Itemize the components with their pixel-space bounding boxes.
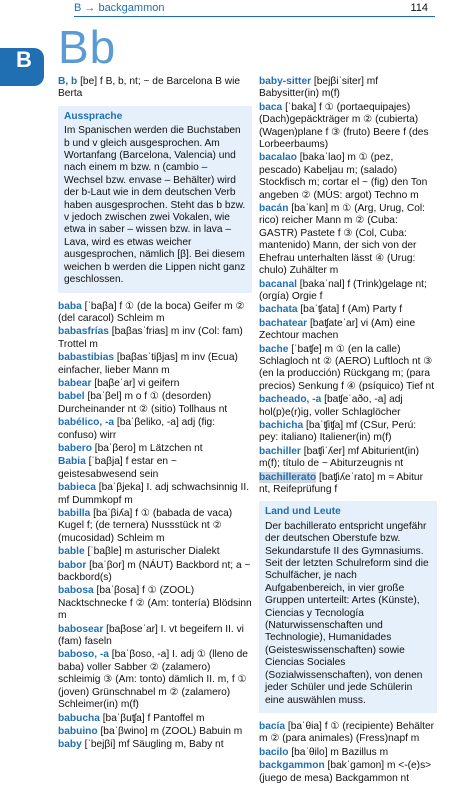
- entry-definition: [baˈʧiʧa] mf (CSur, Perú: pey: italiano) Italiener(in) m(f): [259, 419, 417, 444]
- dictionary-entry: [58, 443, 252, 455]
- headword[interactable]: bacilo: [259, 746, 289, 758]
- dictionary-entry: [259, 747, 437, 759]
- headword[interactable]: bachiller: [259, 445, 301, 457]
- dictionary-entry: [259, 279, 437, 304]
- info-box: [58, 106, 252, 293]
- dictionary-entry: [58, 739, 252, 751]
- header-rule: [74, 16, 435, 17]
- info-box-text: Der bachillerato entspricht ungefähr der deutschen Oberstufe bzw. Sekundarstufe II des Gymnasiums. Seit der letzten Schulreform sind die Schulfächer, je nach Aufgabenbereich, in vier große Gruppen unterteilt: Artes (Künste), Ciencias y Tecnología (Naturwissenschaften und Technologie), Humanidades (Geisteswissenschaften) sowie Ciencias Sociales (Sozialwissenschaften), von denen jeder Schüler und jede Schülerin eine auswählen muss.: [265, 520, 429, 706]
- entry-definition: [baˈθia] f ① (recipiente) Behälter m ② (para animales) (Fress)napf m: [259, 720, 435, 745]
- dictionary-entry: [259, 203, 437, 277]
- entry-definition: [bejβiˈsiter] mf Babysitter(in) m(f): [259, 76, 379, 100]
- entry-definition: [ˈbaʧe] m ① (en la calle) Schlagloch nt ② (AERO) Luftloch nt ③ (en la producción) Rückgang m; (para precios) Senkung f ④ (psíquico) Tief nt: [259, 343, 435, 392]
- dictionary-entry: [259, 721, 437, 746]
- dictionary-entry: [259, 420, 437, 445]
- entry-definition: [ˈbejβi] mf Säugling m, Baby nt: [81, 739, 224, 751]
- entry-definition: [baˈβeliko, -a] adj (fig: confuso) wirr: [58, 417, 216, 441]
- headword[interactable]: bachatear: [259, 317, 308, 329]
- dictionary-entry: [58, 508, 252, 545]
- headword[interactable]: backgammon: [259, 760, 325, 772]
- entry-definition: [baˈβel] m o f ① (desorden) Durcheinander nt ② (sitio) Tollhaus nt: [58, 391, 228, 415]
- section-letters: Bb: [58, 21, 117, 73]
- entry-definition: [baʧeˈaðo, -a] adj hol(p)e(r)ig, voller Schlaglöcher: [259, 394, 403, 418]
- dictionary-entry: [259, 472, 437, 497]
- headword[interactable]: bable: [58, 546, 85, 558]
- dictionary-entry: [259, 76, 437, 101]
- headword[interactable]: babasfrías: [58, 326, 109, 338]
- headword[interactable]: babel: [58, 391, 85, 403]
- dictionary-entry: [58, 326, 252, 351]
- entry-definition: [bakaˈlao] m ① (pez, pescado) Kabeljau m; (salado) Stockfisch m; cortar el ~ (fig) den Ton angeben ② (MÚS: argot) Techno m: [259, 152, 428, 201]
- headword[interactable]: baboso, -a: [58, 649, 109, 661]
- headword[interactable]: babélico, -a: [58, 417, 115, 429]
- headword[interactable]: babilla: [58, 508, 91, 519]
- info-box: [259, 501, 437, 713]
- dictionary-entry: [58, 417, 252, 442]
- entry-definition: [baˈβero] m Lätzchen nt: [91, 442, 203, 454]
- thumb-index-tab[interactable]: [0, 48, 44, 86]
- headword[interactable]: bacanal: [259, 278, 297, 290]
- entry-definition: [baʧiʎeˈrato] m ≈ Abitur nt, Reifeprüfung f: [259, 471, 423, 495]
- dictionary-entry: [259, 304, 437, 316]
- dictionary-entry: [58, 391, 252, 416]
- dictionary-entry: [58, 352, 252, 377]
- dictionary-entry: [58, 301, 252, 326]
- headword[interactable]: babucha: [58, 712, 100, 724]
- dictionary-entry: [259, 102, 437, 152]
- entry-definition: [bakˈgamon] m <-(e)s> (juego de mesa) Backgammon nt: [259, 760, 432, 784]
- entry-definition: [baˈβuʧa] f Pantoffel m: [99, 712, 205, 724]
- running-head: B → backgammon: [74, 2, 165, 14]
- dictionary-entry: [58, 76, 252, 101]
- running-header: [0, 0, 451, 18]
- entry-definition: [baˈβosa] f ① (ZOOL) Nacktschnecke f ② (Am: tontería) Blödsinn m: [58, 585, 252, 622]
- dictionary-entry: [58, 482, 252, 507]
- headword[interactable]: baba: [58, 300, 82, 312]
- headword[interactable]: baby: [58, 739, 82, 751]
- entry-definition: [baˈβor] m (NÁUT) Backbord nt; a ~ backbord(s): [58, 559, 251, 584]
- entry-definition: [baʧateˈar] vi (Am) eine Zechtour machen: [259, 317, 416, 342]
- dictionary-entry: [259, 344, 437, 394]
- headword[interactable]: babieca: [58, 482, 96, 494]
- dictionary-entry: [58, 624, 252, 649]
- headword[interactable]: babear: [58, 377, 92, 389]
- dictionary-entry: [58, 726, 252, 738]
- headword[interactable]: bachicha: [259, 419, 304, 431]
- headword[interactable]: bache: [259, 343, 289, 355]
- entry-definition: [bakaˈnal] f (Trink)gelage nt; (orgía) Orgie f: [259, 278, 427, 302]
- dictionary-entry: [58, 560, 252, 585]
- entry-definition: [baʧiˈʎer] mf Abiturient(in) m(f); título de ~ Abiturzeugnis nt: [259, 445, 420, 470]
- entry-definition: [baˈβwino] m (ZOOL) Babuin m: [97, 725, 243, 737]
- entry-definition: [baˈβjeka] I. adj schwachsinnig II. mf Dummkopf m: [58, 482, 250, 506]
- tab-letter: B: [16, 47, 32, 72]
- right-column: [259, 76, 437, 786]
- dictionary-entry: [58, 546, 252, 558]
- dictionary-entry: [259, 394, 437, 419]
- headword[interactable]: bachata: [259, 304, 298, 316]
- entry-definition: [ˈbaβja] f estar en ~ geistesabwesend sein: [58, 456, 177, 480]
- headword[interactable]: B, b: [58, 76, 78, 87]
- dictionary-entry: [259, 446, 437, 471]
- headword[interactable]: babastibias: [58, 352, 115, 364]
- dictionary-entry: [259, 760, 437, 785]
- entry-definition: [baˈβiʎa] f ① (babada de vaca) Kugel f; (de ternera) Nussstück nt ② (mucosidad) Schleim m: [58, 508, 233, 544]
- dictionary-entry: [259, 318, 437, 343]
- dictionary-entry: [259, 152, 437, 202]
- headword[interactable]: bacía: [259, 720, 286, 732]
- entry-definition: [baβoseˈar] I. vt begeifern II. vi (fam) faseln: [58, 623, 244, 648]
- entry-definition: [baβasˈfrias] m inv (Col: fam) Trottel m: [58, 326, 243, 350]
- headword[interactable]: babor: [58, 559, 87, 571]
- entry-definition: [baˈʧata] f (Am) Party f: [297, 304, 403, 316]
- entry-definition: [baβeˈar] vi geifern: [91, 377, 180, 389]
- entry-definition: [baˈkan] m ① (Arg, Urug, Col: rico) reicher Mann m ② (Cuba: GASTR) Pastete f ③ (Col, Cuba: mantenido) Mann, der sich von der Ehefrau unterhalten lässt ④ (Urug: chulo) Zuhälter m: [259, 203, 425, 277]
- info-box-text: Im Spanischen werden die Buchstaben b und v gleich ausgesprochen. Am Wortanfang (Barcelona, Valencia) und nach einem m bzw. n (cambio – Wechsel bzw. envase – Behälter) wird der b-Laut wie in dem deutschen Verb haben ausgesprochen. Steht das b bzw. v jedoch zwischen zwei Vokalen, wie etwa in saber – wissen bzw. in lava – Lava, wird es etwas weicher ausgesprochen, nämlich [β]. Bei diesem weichen b werden die Lippen nicht ganz geschlossen.: [64, 125, 246, 286]
- entry-definition: [ˈbaβa] f ① (de la boca) Geifer m ② (del caracol) Schleim m: [58, 300, 245, 324]
- dictionary-entry: [58, 456, 252, 481]
- entry-definition: [baˈβoso, -a] I. adj ① (lleno de baba) voller Sabber ② (zalamero) schleimig ③ (Am: tonto) dämlich II. m, f ① (joven) Grünschnabel m ② (zalamero) Schleimer(in) m(f): [58, 649, 248, 711]
- headword[interactable]: bacheado, -a: [259, 394, 322, 406]
- entry-definition: [baβasˈtiβjas] m inv (Ecua) einfacher, lieber Mann m: [58, 352, 238, 376]
- headword[interactable]: babosear: [58, 623, 104, 635]
- dictionary-entry: [58, 378, 252, 390]
- dictionary-entry: [58, 713, 252, 725]
- dictionary-entry: [58, 649, 252, 711]
- dictionary-entry: [58, 585, 252, 622]
- headword[interactable]: baca: [259, 101, 283, 113]
- headword[interactable]: Babia: [58, 456, 86, 468]
- headword[interactable]: bacalao: [259, 152, 297, 164]
- headword[interactable]: babero: [58, 442, 92, 454]
- entry-definition: [be] f B, b, nt; ~ de Barcelona B wie Berta: [58, 76, 241, 100]
- headword[interactable]: baby-sitter: [259, 76, 312, 87]
- headword[interactable]: bacán: [259, 203, 289, 215]
- left-column: [58, 76, 252, 753]
- info-box-title: Land und Leute: [265, 506, 341, 518]
- page-number: 114: [410, 2, 428, 14]
- entry-definition: [baˈθilo] m Bazillus m: [288, 746, 389, 758]
- entry-definition: [ˈbaka] f ① (portaequipajes) (Dach)gepäckträger m ② (cubierta) (Wagen)plane f ③ (fruto) Beere f (des Lorbeerbaums): [259, 101, 429, 151]
- entry-definition: [ˈbaβle] m asturischer Dialekt: [84, 546, 220, 558]
- headword[interactable]: babosa: [58, 585, 94, 597]
- info-box-title: Aussprache: [64, 110, 123, 122]
- headword[interactable]: babuino: [58, 725, 98, 737]
- headword[interactable]: bachillerato: [259, 471, 317, 483]
